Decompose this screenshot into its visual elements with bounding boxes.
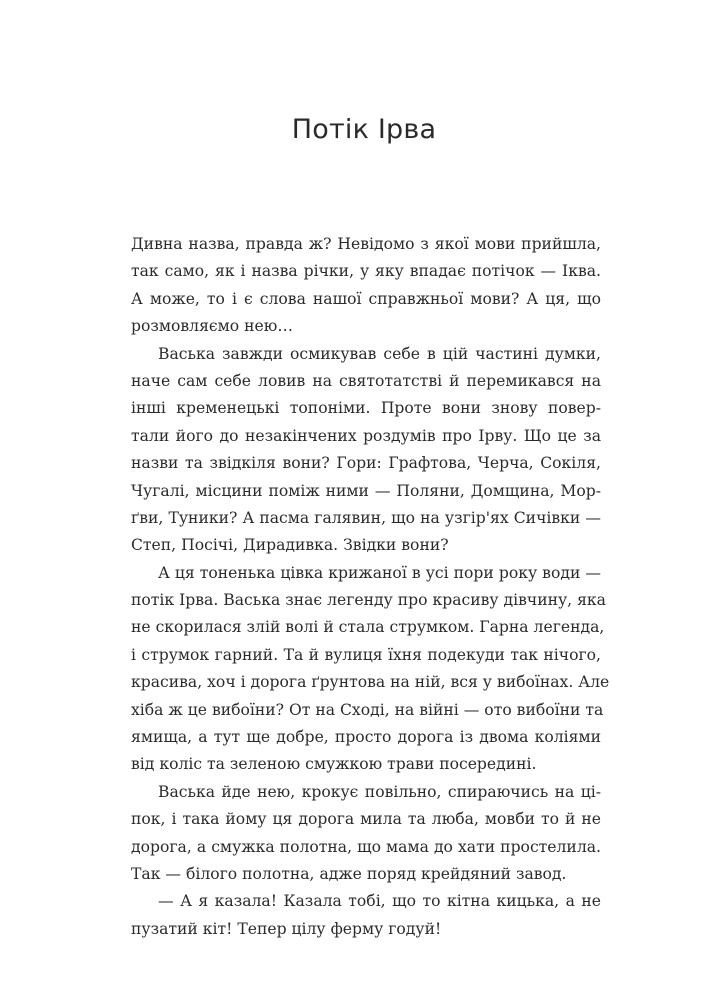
text-line: назви та звідкіля вони? Гори: Графтова, Черча, Сокіля, <box>131 454 601 473</box>
paragraph <box>131 560 610 779</box>
text-line: потік Ірва. Васька знає легенду про красиву дівчину, яка <box>131 591 606 610</box>
paragraph <box>131 888 601 943</box>
text-line: від коліс та зеленою смужкою трави посередині. <box>131 755 537 774</box>
paragraph <box>131 231 601 341</box>
paragraph <box>131 779 601 889</box>
text-line: тали його до незакінчених роздумів про Ірву. Що це за <box>131 426 601 445</box>
text-line: дорога, а смужка полотна, що мама до хати простелила. <box>131 837 601 856</box>
text-line: ямища, а тут ще добре, просто дорога із двома коліями <box>131 728 601 747</box>
text-line: А ця тоненька цівка крижаної в усі пори року води — <box>158 563 601 582</box>
text-line: А може, то і є слова нашої справжньої мови? А ця, що <box>131 289 601 308</box>
text-line: Чугалі, місцини поміж ними — Поляни, Домщина, Мор- <box>131 481 601 500</box>
text-line: пузатий кіт! Тепер цілу ферму годуй! <box>131 919 442 938</box>
chapter-title: Потік Ірва <box>291 114 437 145</box>
text-line: наче сам себе ловив на святотатстві й перемикався на <box>131 371 601 390</box>
text-line: інші кременецькі топоніми. Проте вони знову повер- <box>131 399 601 418</box>
text-line: Так — білого полотна, адже поряд крейдяний завод. <box>131 864 567 883</box>
text-line: Степ, Посічі, Дирадивка. Звідки вони? <box>131 536 449 555</box>
text-line: Дивна назва, правда ж? Невідомо з якої мови прийшла, <box>131 235 601 253</box>
text-line: і струмок гарний. Та й вулиця їхня подекуди так нічого, <box>131 645 601 664</box>
text-line: розмовляємо нею… <box>131 317 293 336</box>
chapter-body <box>131 231 610 943</box>
text-line: ґви, Туники? А пасма галявин, що на узгір'ях Сичівки — <box>131 508 601 527</box>
text-line: Васька йде нею, крокує повільно, спираючись на ці- <box>158 782 601 801</box>
paragraph <box>131 341 601 560</box>
text-line: не скорилася злій волі й стала струмком. Гарна легенда, <box>131 618 605 637</box>
text-line: пок, і така йому ця дорога мила та люба, мовби то й не <box>131 810 601 829</box>
text-line: красива, хоч і дорога ґрунтова на ній, вся у вибоїнах. Але <box>131 673 610 692</box>
text-line: так само, як і назва річки, у яку впадає потічок — Іква. <box>131 262 601 281</box>
text-line: хіба ж це вибоїни? От на Сході, на війні — ото вибоїни та <box>131 700 604 719</box>
text-line: Васька завжди осмикував себе в цій частині думки, <box>158 344 601 363</box>
text-line: — А я казала! Казала тобі, що то кітна кицька, а не <box>158 892 601 911</box>
